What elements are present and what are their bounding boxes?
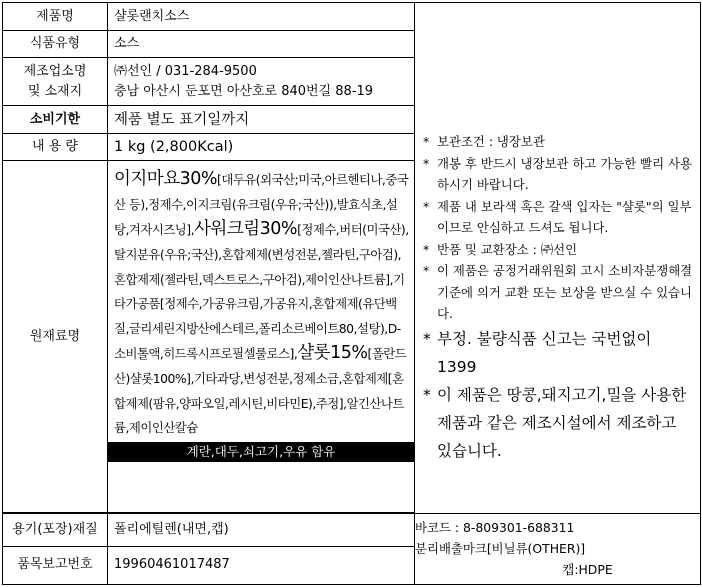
notes-list: [415, 51, 700, 465]
recycle-mark-text: 분리배출마크[비닐류(OTHER)]: [415, 541, 586, 557]
report-no-label: 품목보고번호: [3, 546, 108, 584]
ingredients-text: 이지마요30%[대두유(외국산;미국,아르헨티나,중국산 등),정제수,이지크림(유크림(우유;국산)),발효식초,설탕,겨자시즈닝],사워크림30%[정제수,버터(미국산),탈지분유(우유;국산),혼합제제(변성전분,젤라틴,구아검),혼합제제(젤라틴,덱스트로스,구아검),제이인산나트륨],기타가공품[정제수,가공유크림,가공유지,혼합제제(유단백질,글리세린지방산에스테르,폴리소르베이트80,설탕),D-소비톨액,히드록시프로필셀룰로스],샬롯15%[폴란드산)샬롯100%],기타과당,변성전분,정제소금,혼합제제[혼합제제(팜유,양파오일,레시틴,비타민E),주정],알긴산나트륨,제이인산칼슘: [114, 169, 409, 436]
note-return-place: * 반품 및 교환장소 : ㈜선인: [423, 241, 578, 257]
manufacturer-value: [108, 58, 415, 106]
barcode-cell: [415, 513, 701, 584]
expiry-label: 소비기한: [3, 106, 108, 134]
manufacturer-name: ㈜선인 / 031-284-9500: [114, 63, 257, 79]
packaging-label: 용기(포장)재질: [3, 513, 108, 546]
ingredients-label: 원재료명: [3, 161, 108, 513]
contents-label: 내 용 량: [3, 134, 108, 161]
expiry-value: 제품 별도 표기일까지: [108, 106, 415, 134]
contents-value: 1 kg (2,800Kcal): [108, 134, 415, 161]
note-refrigerate: * 개봉 후 반드시 냉장보관 하고 가능한 빨리 사용하시기 바랍니다.: [423, 155, 692, 193]
label-table: [2, 2, 701, 585]
note-consumer-dispute: * 이 제품은 공정거래위원회 고시 소비자분쟁해결기준에 의거 교환 또는 보상을 받으실 수 있습니다.: [423, 263, 693, 322]
cap-material-text: 캡:HDPE: [562, 562, 613, 578]
note-storage: * 보관조건 : 냉장보관: [423, 134, 545, 150]
manufacturer-label: 제조업소명 및 소재지: [3, 58, 108, 106]
note-particles: * 제품 내 보라색 혹은 갈색 입자는 "샬롯"의 일부이므로 안심하고 드셔도 됩니다.: [423, 198, 692, 236]
barcode-text: 바코드 : 8-809301-688311: [415, 520, 575, 536]
packaging-value: 폴리에틸렌(내면,캡): [108, 513, 415, 546]
allergen-bar: 계란,대두,쇠고기,우유 함유: [108, 442, 414, 462]
report-no-value: 19960461017487: [108, 546, 415, 584]
food-type-label: 식품유형: [3, 31, 108, 58]
note-report-hotline: * 부정. 불량식품 신고는 국번없이 1399: [423, 329, 652, 376]
manufacturer-address: 충남 아산시 둔포면 아산호로 840번길 88-19: [114, 83, 374, 99]
product-name-label: 제품명: [3, 3, 108, 31]
note-cross-contamination: * 이 제품은 땅콩,돼지고기,밀을 사용한 제품과 같은 제조시설에서 제조하고 있습니다.: [423, 385, 687, 460]
ingredients-cell: [108, 161, 415, 513]
product-name-value: 샬롯랜치소스: [108, 3, 415, 31]
notes-cell: [415, 3, 701, 514]
food-type-value: 소스: [108, 31, 415, 58]
